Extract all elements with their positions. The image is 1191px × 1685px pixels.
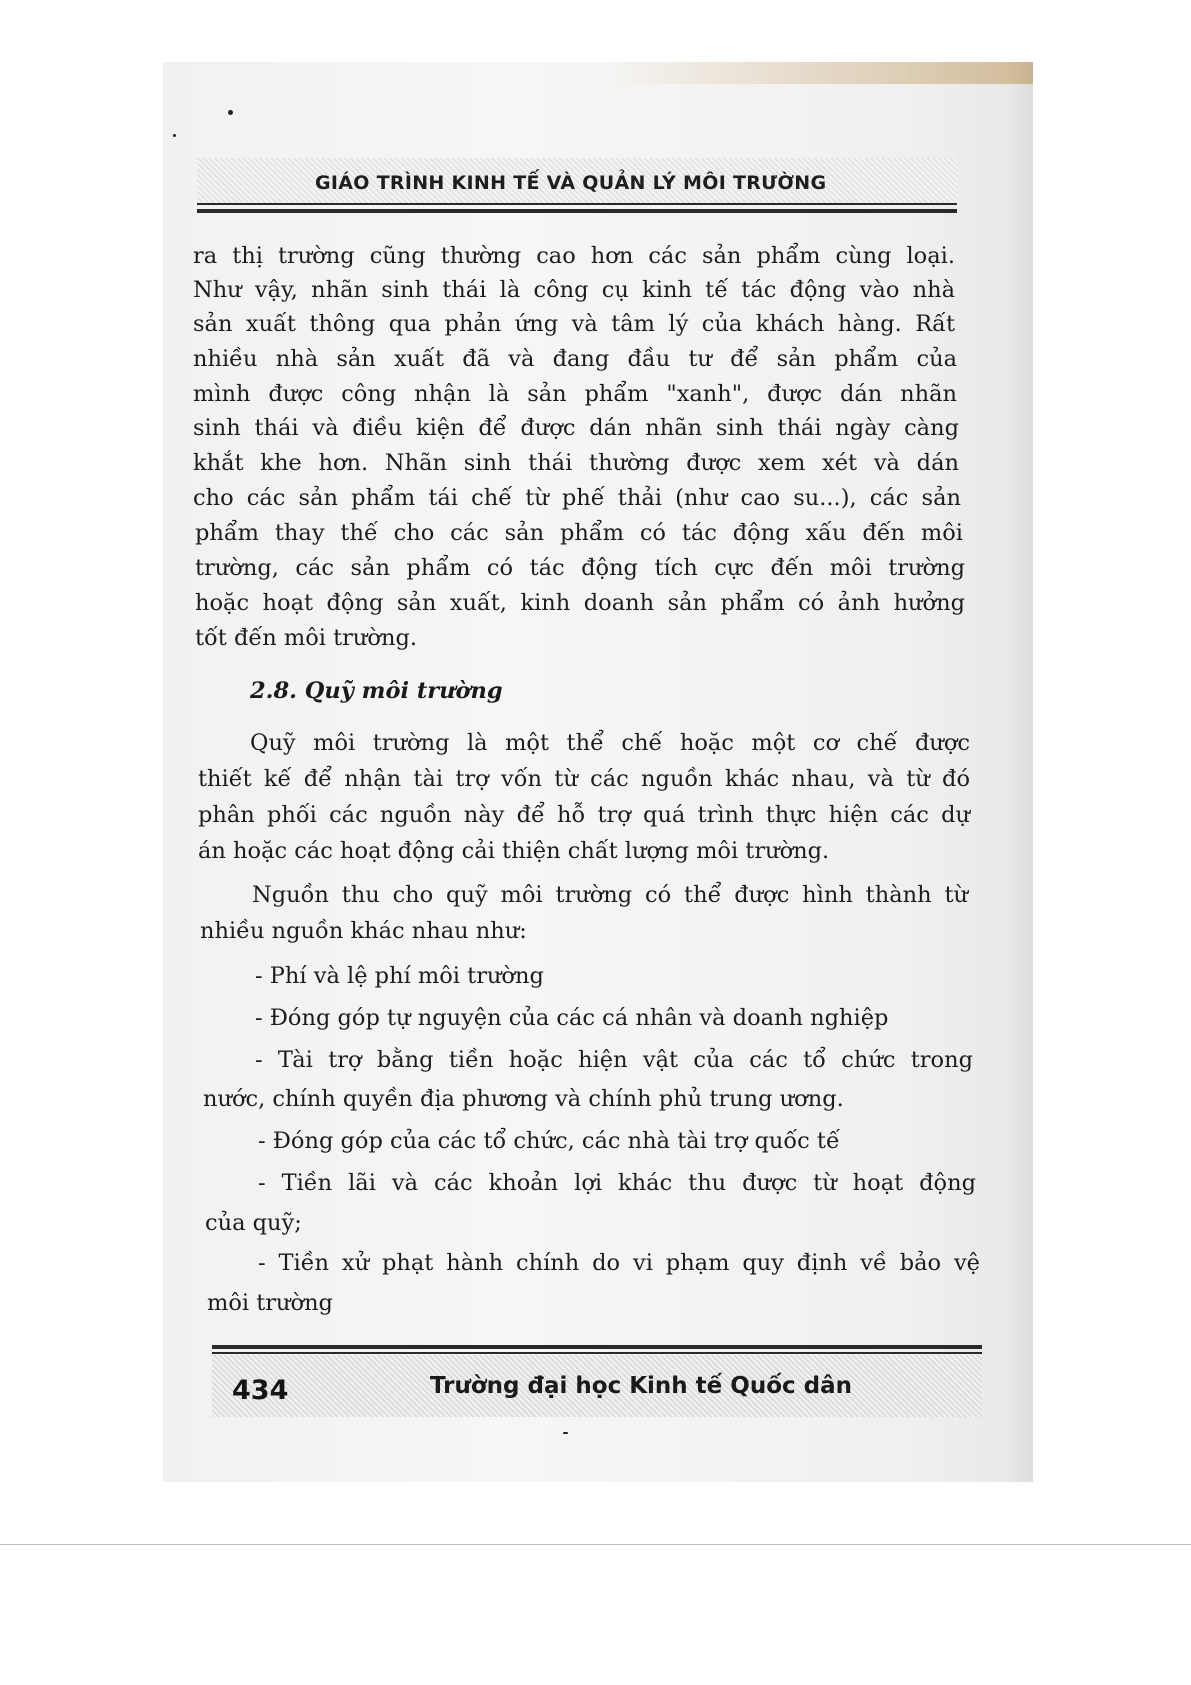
page-number: 434 [232, 1375, 289, 1406]
body-line: phân phối các nguồn này để hỗ trợ quá trình thực hiện các dự [198, 802, 970, 828]
body-line: sinh thái và điều kiện để được dán nhãn sinh thái ngày càng [193, 415, 959, 441]
page-curl-shade [1005, 62, 1033, 1482]
body-line: thiết kế để nhận tài trợ vốn từ các nguồn khác nhau, và từ đó [198, 766, 970, 792]
page-edge-shadow [613, 62, 1033, 84]
viewer-divider [0, 1544, 1191, 1545]
list-item: - Tiền lãi và các khoản lợi khác thu được từ hoạt động [258, 1170, 976, 1196]
running-header-title: GIÁO TRÌNH KINH TẾ VÀ QUẢN LÝ MÔI TRƯỜNG [315, 172, 827, 194]
list-item: môi trường [207, 1290, 333, 1316]
footer-rule-top [212, 1345, 982, 1349]
header-rule-top [197, 203, 957, 205]
body-line: ra thị trường cũng thường cao hơn các sản phẩm cùng loại. [193, 243, 955, 269]
body-line: phẩm thay thế cho các sản phẩm có tác động xấu đến môi [195, 520, 963, 546]
body-line: khắt khe hơn. Nhãn sinh thái thường được xem xét và dán [193, 450, 959, 476]
section-heading: 2.8. Quỹ môi trường [250, 678, 503, 704]
body-line: nhiều nhà sản xuất đã và đang đầu tư để sản phẩm của [193, 346, 957, 372]
speck [173, 134, 176, 137]
list-item: nước, chính quyền địa phương và chính phủ trung ương. [203, 1086, 844, 1112]
body-line: sản xuất thông qua phản ứng và tâm lý của khách hàng. Rất [193, 311, 955, 337]
list-item: - Phí và lệ phí môi trường [255, 963, 544, 989]
speck [228, 110, 233, 115]
footer-institution: Trường đại học Kinh tế Quốc dân [430, 1373, 853, 1399]
footer-rule-bottom [212, 1352, 982, 1354]
body-line: Quỹ môi trường là một thể chế hoặc một cơ chế được [250, 730, 970, 756]
body-line: Như vậy, nhãn sinh thái là công cụ kinh tế tác động vào nhà [193, 277, 955, 303]
body-line: mình được công nhận là sản phẩm "xanh", được dán nhãn [193, 381, 957, 407]
body-line: nhiều nguồn khác nhau như: [200, 918, 527, 944]
list-item: - Đóng góp của các tổ chức, các nhà tài trợ quốc tế [258, 1128, 840, 1154]
body-line: Nguồn thu cho quỹ môi trường có thể được hình thành từ [252, 882, 968, 908]
body-line: tốt đến môi trường. [195, 625, 418, 651]
list-item: - Tài trợ bằng tiền hoặc hiện vật của các tổ chức trong [255, 1047, 973, 1073]
header-rule-bottom [197, 209, 957, 213]
speck [563, 1432, 568, 1434]
body-line: trường, các sản phẩm có tác động tích cực đến môi trường [195, 555, 965, 581]
body-line: cho các sản phẩm tái chế từ phế thải (như cao su...), các sản [193, 485, 961, 511]
body-line: hoặc hoạt động sản xuất, kinh doanh sản phẩm có ảnh hưởng [195, 590, 965, 616]
list-item: - Tiền xử phạt hành chính do vi phạm quy định về bảo vệ [258, 1250, 980, 1276]
list-item: - Đóng góp tự nguyện của các cá nhân và doanh nghiệp [255, 1005, 889, 1031]
body-line: án hoặc các hoạt động cải thiện chất lượng môi trường. [198, 838, 830, 864]
list-item: của quỹ; [205, 1210, 302, 1236]
